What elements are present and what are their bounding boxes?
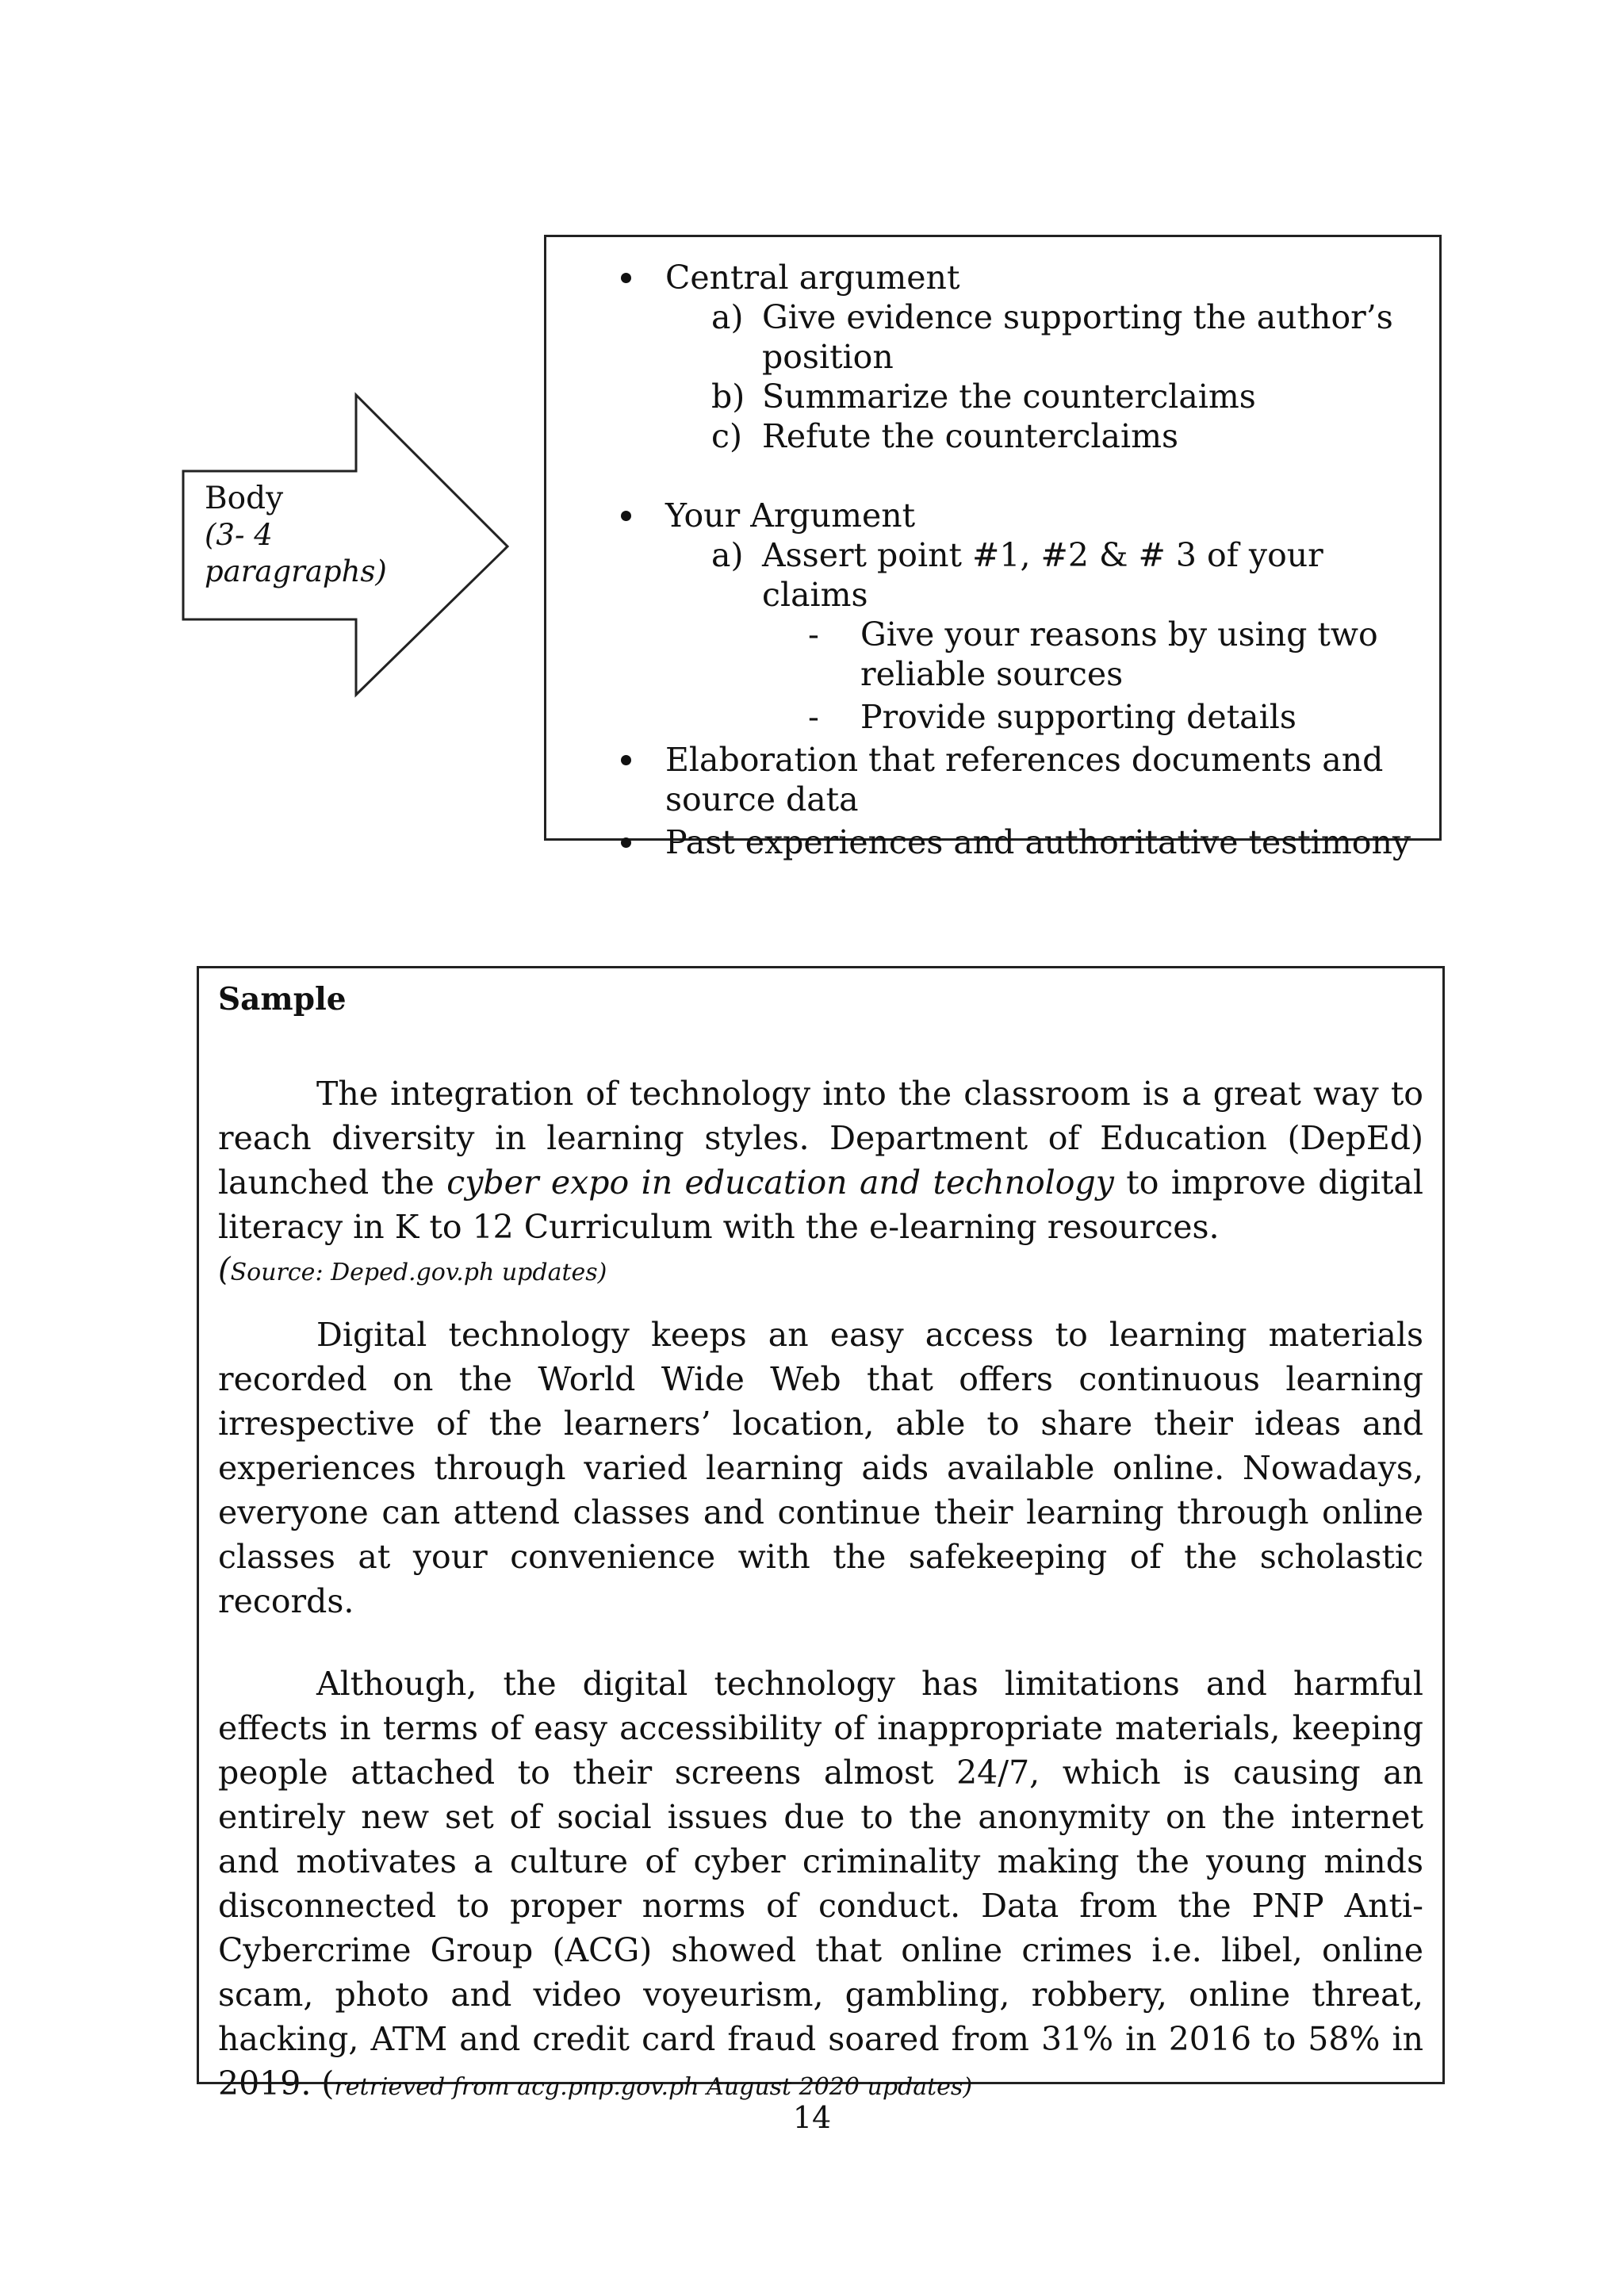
body-label: Body [205, 481, 284, 516]
detail-text: Provide supporting details [860, 698, 1297, 736]
item-text: Refute the counterclaims [762, 417, 1179, 455]
list-item [546, 377, 1439, 416]
elaboration-line2: source data [665, 780, 859, 818]
item-text: Summarize the counterclaims [762, 378, 1256, 416]
sample-paragraph-1 [218, 1071, 1423, 1249]
item-text-line1: Give evidence supporting the author’s [762, 298, 1393, 336]
item-mark: c) [711, 417, 742, 455]
bullet-past-experiences [546, 822, 1439, 862]
para3-text: Although, the digital technology has limitations and harmful effects in terms of easy accessibility of inappropriate materials, keeping people attached to their screens almost 24/7, which is causing an entirely new set of social issues due to the anonymity on the internet and motivates a culture of cyber criminality making the young minds disconnected to proper norms of conduct. Data from the PNP Anti-Cybercrime Group (ACG) showed that online crimes i.e. libel, online scam, photo and video voyeurism, gambling, robbery, online threat, hacking, ATM and credit card fraud soared from 31% in 2016 to 58% in 2019. ( [218, 1665, 1423, 2102]
central-argument-subitems [665, 297, 1439, 456]
page-number: 14 [792, 2100, 832, 2135]
body-sublabel-line1: (3- 4 [205, 518, 273, 552]
item-text: Assert point #1, #2 & # 3 of your claims [762, 536, 1323, 614]
source-paren: ( [218, 1251, 231, 1288]
dash-mark: - [808, 615, 819, 654]
dash-mark: - [808, 698, 819, 736]
list-item [546, 297, 1439, 377]
outline-list [546, 258, 1439, 862]
para3-citation: retrieved from acg.pnp.gov.ph August 2020 updates) [334, 2073, 973, 2101]
arrow-label [205, 481, 387, 590]
item-mark: a) [711, 298, 744, 336]
central-argument-title: Central argument [665, 259, 960, 297]
detail-text-line1: Give your reasons by using two [860, 615, 1378, 654]
body-sublabel-line2: paragraphs) [205, 554, 387, 588]
sample-paragraph-3 [218, 1662, 1423, 2106]
bullet-elaboration [546, 740, 1439, 819]
your-argument-subitems [665, 535, 1439, 737]
source-text: Source: Deped.gov.ph updates) [230, 1259, 607, 1286]
item-mark: a) [711, 536, 744, 574]
para1-text-end: to improve digital literacy in K to 12 Curriculum with the e-learning resources. [218, 1163, 1423, 1246]
detail-text-line2: reliable sources [860, 655, 1124, 693]
list-item [546, 615, 1439, 694]
elaboration-line1: Elaboration that references documents and [665, 741, 1384, 779]
para1-text-start: The integration of technology into the classroom is a great way to reach diversity in learning styles. Department of Education (DepEd) launched the [218, 1075, 1423, 1202]
sample-paragraph-2: Digital technology keeps an easy access to learning materials recorded on the World Wide Web that offers continuous learning irrespective of the learners’ location, able to share their ideas and experiences through varied learning aids available online. Nowadays, everyone can attend classes and continue their learning through online classes at your convenience with the safekeeping of the scholastic records. [218, 1316, 1423, 1620]
sample-box [197, 966, 1445, 2102]
bullet-central-argument [546, 258, 1439, 456]
list-item [546, 535, 1439, 615]
list-item [546, 416, 1439, 456]
item-mark: b) [711, 378, 745, 416]
list-item [546, 697, 1439, 737]
source-citation [218, 1251, 1423, 1289]
past-experiences-text: Past experiences and authoritative testimony [665, 823, 1411, 861]
para1-italic-text: cyber expo in education and technology [446, 1163, 1114, 1202]
bullet-your-argument [546, 496, 1439, 737]
item-text-line2: position [762, 338, 894, 376]
body-outline-box [544, 235, 1442, 861]
sample-title: Sample [218, 981, 347, 1018]
your-argument-title: Your Argument [665, 496, 916, 535]
